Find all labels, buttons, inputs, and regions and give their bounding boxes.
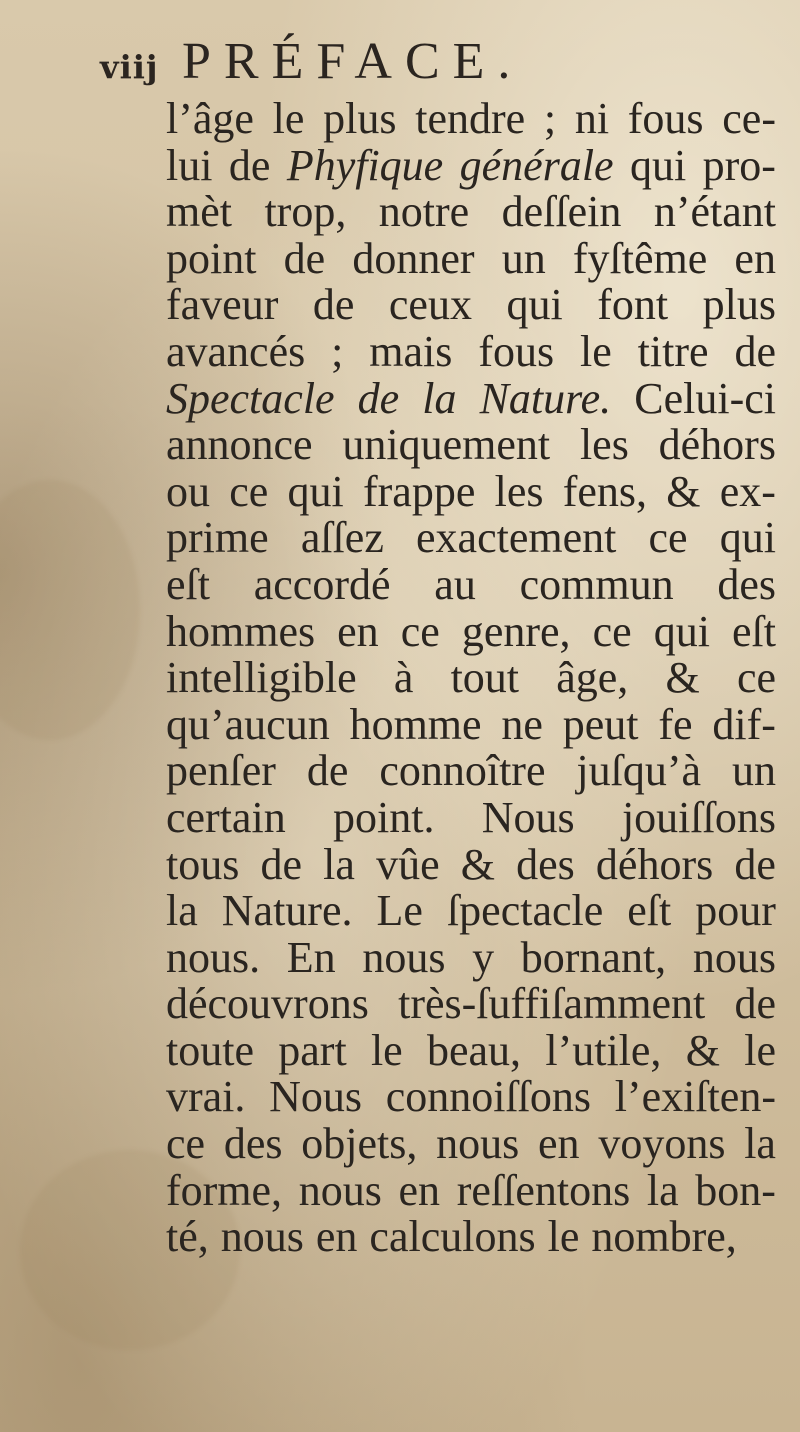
text-line: prime aſſez exactement ce qui (166, 513, 776, 563)
text-line: Spectacle de la Nature. Celui-ci (166, 373, 776, 423)
text-line: eſt accordé au commun des (166, 559, 776, 609)
page-header (100, 33, 700, 100)
text-line: faveur de ceux qui font plus (166, 280, 776, 330)
page-number: viij (100, 48, 159, 86)
text-line: vrai. Nous connoiſſons l’exiſten- (166, 1072, 776, 1122)
text-line: point de donner un fyſtême en (166, 233, 776, 283)
text-line: té, nous en calculons le nombre, (166, 1212, 737, 1262)
text-line: lui de Phyfique générale qui pro- (166, 140, 776, 190)
text-line: découvrons très-ſuffiſamment de (166, 979, 776, 1029)
text-line: la Nature. Le ſpectacle eſt pour (166, 886, 776, 936)
text-line: certain point. Nous jouiſſons (166, 792, 776, 842)
text-line: qu’aucun homme ne peut fe dif- (166, 699, 776, 749)
text-line: hommes en ce genre, ce qui eſt (166, 606, 776, 656)
text-line: l’âge le plus tendre ; ni fous ce- (166, 94, 776, 143)
text-line: ce des objets, nous en voyons la (166, 1119, 776, 1169)
body-text (166, 96, 776, 1261)
text-line: toute part le beau, l’utile, & le (166, 1025, 776, 1075)
text-line: annonce uniquement les déhors (166, 420, 776, 470)
paper-stain (0, 480, 140, 740)
text-line: tous de la vûe & des déhors de (166, 839, 776, 889)
text-line: nous. En nous y bornant, nous (166, 932, 776, 982)
text-line: avancés ; mais fous le titre de (166, 326, 776, 376)
text-line: penſer de connoître juſqu’à un (166, 746, 776, 796)
text-line: forme, nous en reſſentons la bon- (166, 1165, 776, 1215)
text-line: mèt trop, notre deſſein n’étant (166, 187, 776, 237)
running-title: PRÉFACE. (182, 33, 524, 90)
text-line: intelligible à tout âge, & ce (166, 653, 776, 703)
text-line: ou ce qui frappe les fens, & ex- (166, 466, 776, 516)
